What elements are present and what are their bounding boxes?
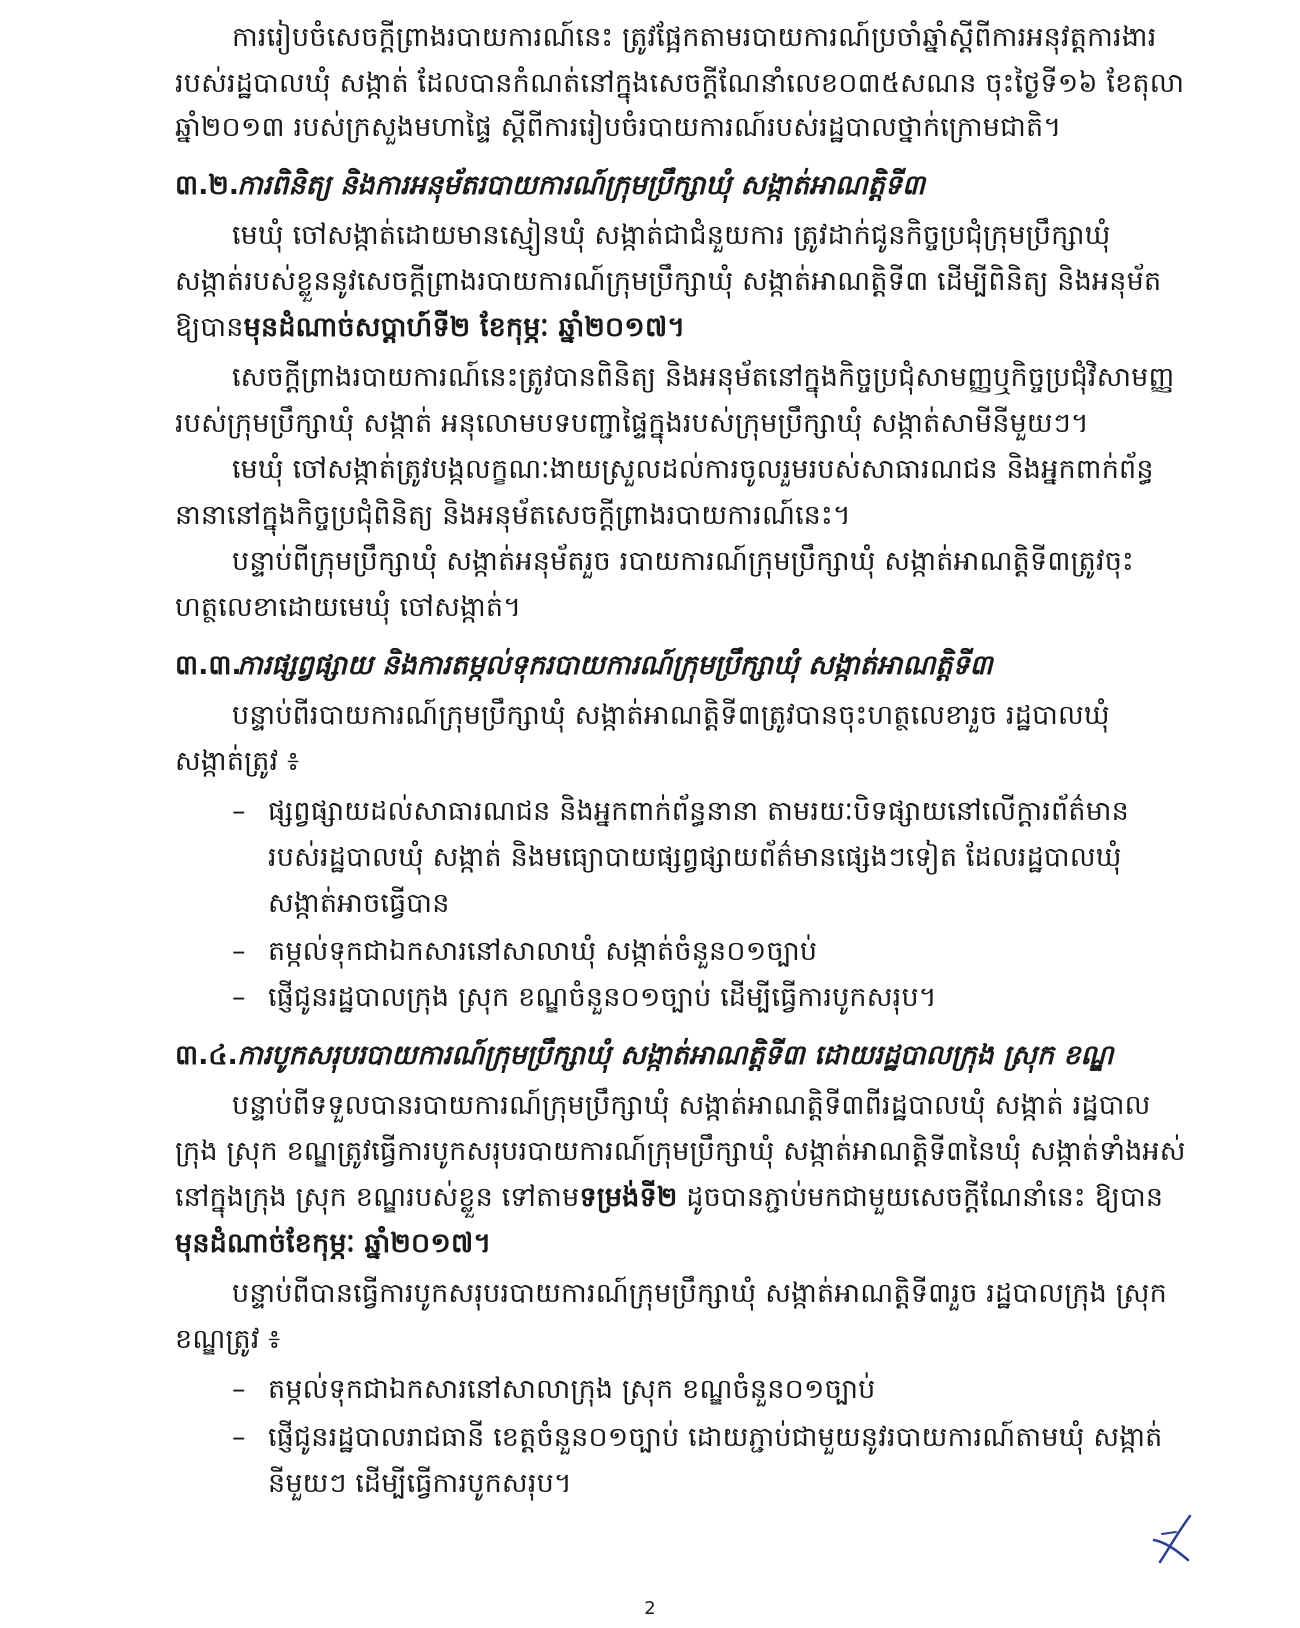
text-run: ដូចបានភ្ជាប់មកជាមួយសេចក្តីណែនាំនេះ ឱ្យបាន [677, 1182, 1164, 1213]
intro-line-2: របស់រដ្ឋបាលឃុំ សង្កាត់ ដែលបានកំណត់នៅក្នុងសេចក្តីណែនាំលេខ០៣៥សណន ចុះថ្ងៃទី១៦ ខែតុលា [175, 68, 1185, 99]
paragraph-line: សង្កាត់របស់ខ្លួននូវសេចក្តីព្រាងរបាយការណ៍ក្រុមប្រឹក្សាឃុំ សង្កាត់អាណត្តិទី៣ ដើម្បីពិនិត្យ និងអនុម័ត [175, 266, 1162, 297]
paragraph-line: បន្ទាប់ពីទទួលបានរបាយការណ៍ក្រុមប្រឹក្សាឃុំ សង្កាត់អាណត្តិទី៣ពីរដ្ឋបាលឃុំ សង្កាត់ រដ្ឋបាល [232, 1090, 1151, 1121]
text-run: ឱ្យបាន [175, 312, 244, 343]
section-3-3-heading [175, 646, 993, 686]
paragraph-line: ខណ្ឌត្រូវ ៖ [175, 1324, 281, 1355]
paragraph-line: សេចក្តីព្រាងរបាយការណ៍នេះត្រូវបានពិនិត្យ និងអនុម័តនៅក្នុងកិច្ចប្រជុំសាមញ្ញឬកិច្ចប្រជុំវិសាមញ្ញ [232, 362, 1175, 393]
signature-initials-icon [1150, 1510, 1200, 1570]
section-number: ៣.៣. [175, 650, 242, 681]
paragraph-line: នានានៅក្នុងកិច្ចប្រជុំពិនិត្យ និងអនុម័តសេចក្តីព្រាងរបាយការណ៍នេះ។ [175, 500, 851, 531]
bullet-dash: – [232, 1422, 246, 1453]
paragraph-line: បន្ទាប់ពីបានធ្វើការបូកសរុបរបាយការណ៍ក្រុមប្រឹក្សាឃុំ សង្កាត់អាណត្តិទី៣រួច រដ្ឋបាលក្រុង ស្រុក [232, 1278, 1167, 1309]
bullet-dash: – [232, 1374, 246, 1405]
bullet-line: នីមួយៗ ដើម្បីធ្វើការបូកសរុប។ [268, 1468, 572, 1499]
paragraph-line: ក្រុង ស្រុក ខណ្ឌត្រូវធ្វើការបូកសរុបរបាយការណ៍ក្រុមប្រឹក្សាឃុំ សង្កាត់អាណត្តិទី៣នៃឃុំ សង្កាត់ទាំងអស់ [175, 1136, 1186, 1167]
paragraph-line: មេឃុំ ចៅសង្កាត់ត្រូវបង្កលក្ខណៈងាយស្រួលដល់ការចូលរួមរបស់សាធារណជន និងអ្នកពាក់ព័ន្ធ [232, 454, 1154, 485]
bullet-line: របស់រដ្ឋបាលឃុំ សង្កាត់ និងមធ្យោបាយផ្សព្វផ្សាយព័ត៌មានផ្សេងៗទៀត ដែលរដ្ឋបាលឃុំ [268, 842, 1122, 873]
bullet-line: តម្កល់ទុកជាឯកសារនៅសាលាឃុំ សង្កាត់ចំនួន០១ច្បាប់ [268, 936, 818, 967]
bullet-line: តម្កល់ទុកជាឯកសារនៅសាលាក្រុង ស្រុក ខណ្ឌចំនួន០១ច្បាប់ [268, 1374, 876, 1405]
section-3-2-heading [175, 166, 925, 206]
bullet-line: ផ្ញើជូនរដ្ឋបាលរាជធានី ខេត្តចំនួន០១ច្បាប់ ដោយភ្ជាប់ជាមួយនូវរបាយការណ៍តាមឃុំ សង្កាត់ [268, 1422, 1163, 1453]
deadline-text: មុនដំណាច់ខែកុម្ភៈ ឆ្នាំ២០១៧។ [175, 1228, 492, 1259]
paragraph-line [175, 308, 685, 348]
intro-line-1: ការរៀបចំសេចក្តីព្រាងរបាយការណ៍នេះ ត្រូវផ្អែកតាមរបាយការណ៍ប្រចាំឆ្នាំស្តីពីការអនុវត្តការងារ [232, 22, 1157, 53]
bullet-dash: – [232, 796, 246, 827]
paragraph-line: សង្កាត់ត្រូវ ៖ [175, 746, 300, 777]
bullet-line: ផ្សព្វផ្សាយដល់សាធារណជន និងអ្នកពាក់ព័ន្ធនានា តាមរយៈបិទផ្សាយនៅលើក្តារព័ត៌មាន [268, 796, 1129, 827]
section-number: ៣.២. [175, 170, 240, 201]
section-title: ការពិនិត្យ និងការអនុម័តរបាយការណ៍ក្រុមប្រឹក្សាឃុំ សង្កាត់អាណត្តិទី៣ [237, 170, 925, 201]
page-number: 2 [644, 1598, 656, 1619]
section-title: ការបូកសរុបរបាយការណ៍ក្រុមប្រឹក្សាឃុំ សង្កាត់អាណត្តិទី៣ ដោយរដ្ឋបាលក្រុង ស្រុក ខណ្ឌ [237, 1040, 1114, 1071]
section-title: ការផ្សព្វផ្សាយ និងការតម្កល់ទុករបាយការណ៍ក្រុមប្រឹក្សាឃុំ សង្កាត់អាណត្តិទី៣ [237, 650, 993, 681]
text-run: នៅក្នុងក្រុង ស្រុក ខណ្ឌរបស់ខ្លួន ទៅតាម [175, 1182, 580, 1213]
paragraph-line: មេឃុំ ចៅសង្កាត់ដោយមានស្មៀនឃុំ សង្កាត់ជាជំនួយការ ត្រូវដាក់ជូនកិច្ចប្រជុំក្រុមប្រឹក្សាឃុំ [232, 220, 1111, 251]
bullet-line: ផ្ញើជូនរដ្ឋបាលក្រុង ស្រុក ខណ្ឌចំនួន០១ច្បាប់ ដើម្បីធ្វើការបូកសរុប។ [268, 982, 937, 1013]
bullet-dash: – [232, 982, 246, 1013]
deadline-text: មុនដំណាច់សប្តាហ៍ទី២ ខែកុម្ភៈ ឆ្នាំ២០១៧។ [243, 312, 686, 343]
paragraph-line: របស់ក្រុមប្រឹក្សាឃុំ សង្កាត់ អនុលោមបទបញ្ជាផ្ទៃក្នុងរបស់ក្រុមប្រឹក្សាឃុំ សង្កាត់សាមីនីមួយៗ។ [175, 408, 1089, 439]
intro-line-3: ឆ្នាំ២០១៣ របស់ក្រសួងមហាផ្ទៃ ស្តីពីការរៀបចំរបាយការណ៍របស់រដ្ឋបាលថ្នាក់ក្រោមជាតិ។ [175, 112, 1062, 143]
paragraph-line [175, 1178, 1163, 1218]
section-3-4-heading [175, 1036, 1113, 1076]
bullet-line: សង្កាត់អាចធ្វើបាន [268, 888, 450, 919]
bullet-dash: – [232, 936, 246, 967]
paragraph-line: បន្ទាប់ពីរបាយការណ៍ក្រុមប្រឹក្សាឃុំ សង្កាត់អាណត្តិទី៣ត្រូវបានចុះហត្ថលេខារួច រដ្ឋបាលឃុំ [232, 700, 1110, 731]
form-reference: ទម្រង់ទី២ [579, 1182, 678, 1213]
section-number: ៣.៤. [175, 1040, 238, 1071]
paragraph-line: បន្ទាប់ពីក្រុមប្រឹក្សាឃុំ សង្កាត់អនុម័តរួច របាយការណ៍ក្រុមប្រឹក្សាឃុំ សង្កាត់អាណត្តិទី៣ត្រូវចុះ [232, 546, 1134, 577]
paragraph-line: ហត្ថលេខាដោយមេឃុំ ចៅសង្កាត់។ [175, 592, 522, 623]
